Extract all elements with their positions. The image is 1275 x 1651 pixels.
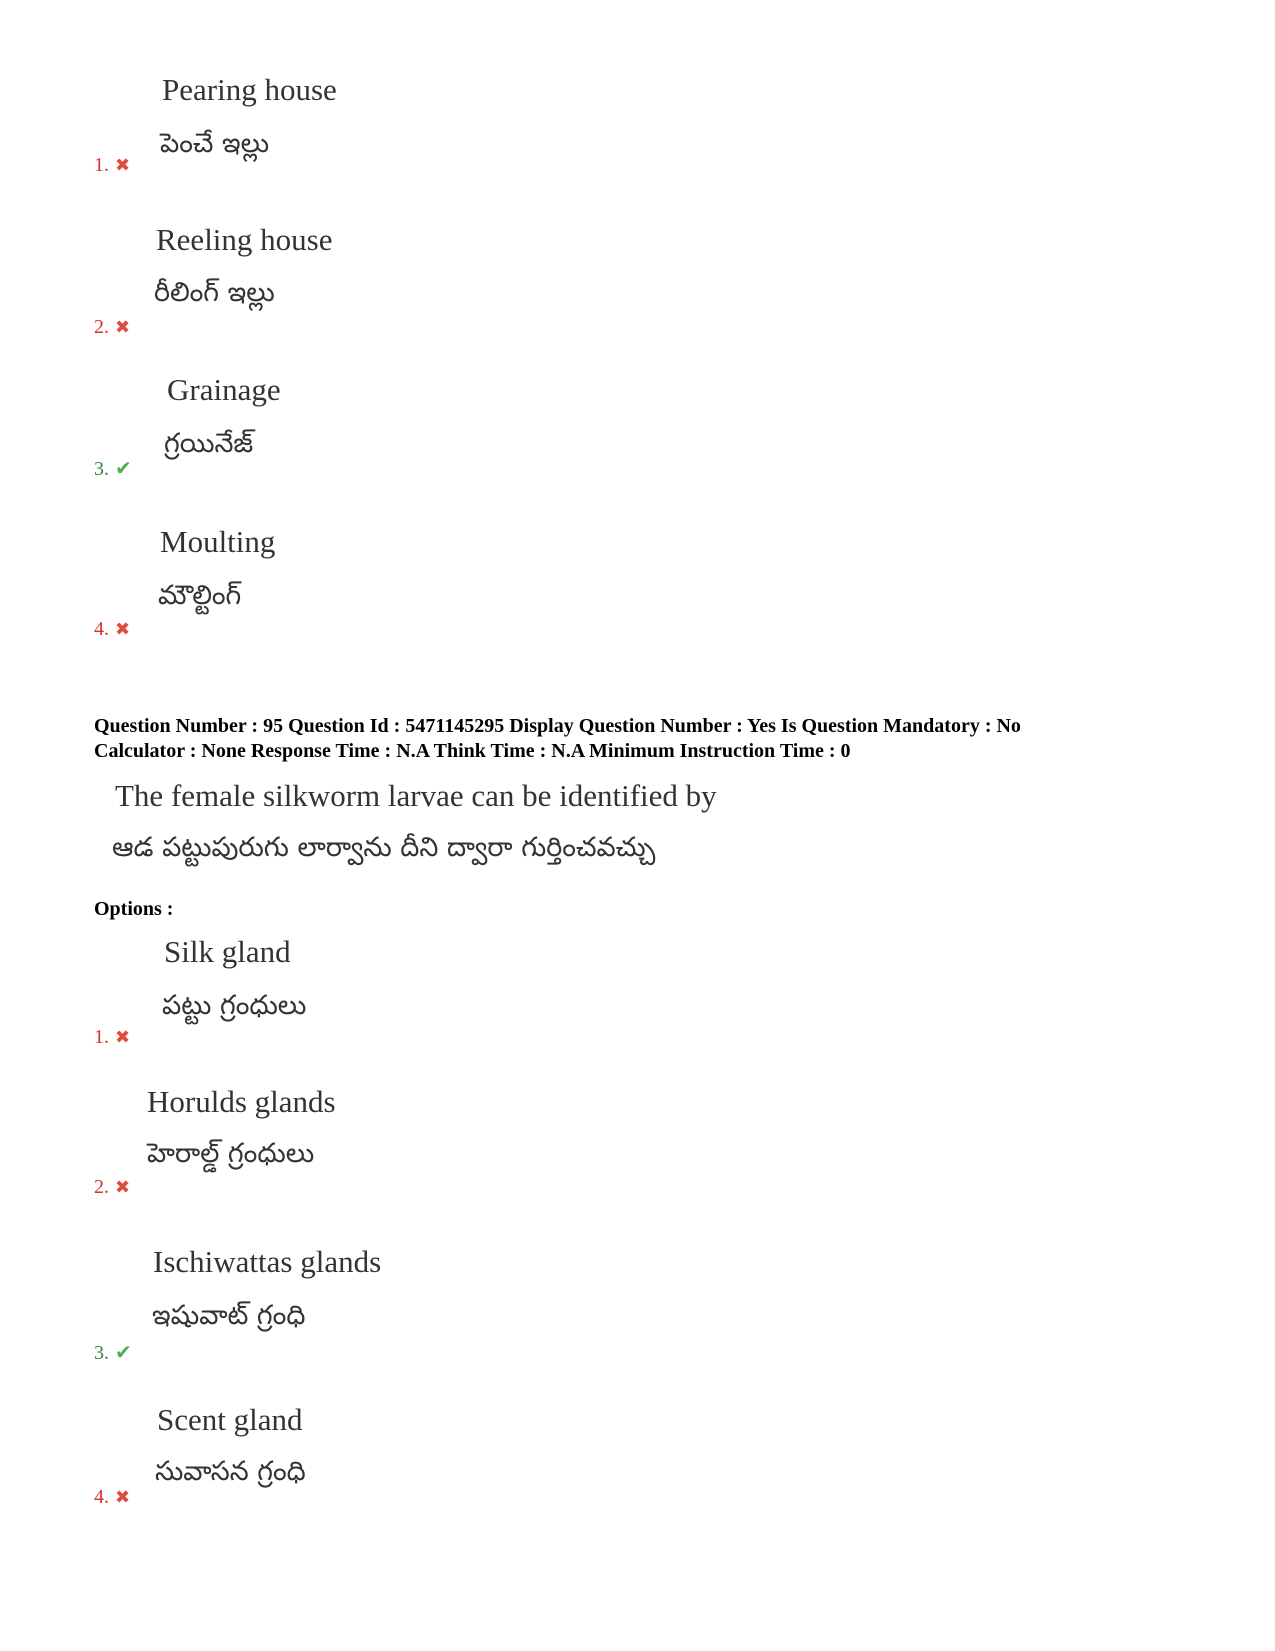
cross-icon: ✖ [115,1177,131,1197]
question-text-te: ఆడ పట్టుపురుగు లార్వాను దీని ద్వారా గుర్తించవచ్చు [112,832,656,863]
question-meta-line: Calculator : None Response Time : N.A Think Time : N.A Minimum Instruction Time : 0 [94,740,851,762]
check-icon: ✔ [115,458,132,480]
option-number: 3. ✔ [94,458,132,480]
cross-icon: ✖ [115,317,131,337]
option-text-te: రీలింగ్ ఇల్లు [154,277,275,308]
option-text-te: హెరాల్డ్ గ్రంధులు [147,1138,315,1169]
option-text-te: గ్రయినేజ్ [164,428,254,459]
option-text-en: Reeling house [156,222,333,257]
option-text-te: పట్టు గ్రంధులు [162,990,307,1021]
check-icon: ✔ [115,1342,132,1364]
option-text-te: పెంచే ఇల్లు [160,128,270,159]
cross-icon: ✖ [115,1027,131,1047]
option-number: 3. ✔ [94,1342,132,1364]
question-meta-line: Question Number : 95 Question Id : 5471145295 Display Question Number : Yes Is Question Mandatory : No [94,715,1021,737]
question-meta [94,714,1244,764]
options-label: Options : [94,898,174,920]
option-text-en: Scent gland [157,1402,303,1437]
option-number: 1. ✖ [94,1026,131,1048]
option-text-en: Horulds glands [147,1084,336,1119]
cross-icon: ✖ [115,155,131,175]
cross-icon: ✖ [115,1487,131,1507]
option-number: 4. ✖ [94,1486,131,1508]
option-number: 4. ✖ [94,618,131,640]
option-text-te: ఇషువాట్ గ్రంధి [152,1300,306,1331]
option-number: 2. ✖ [94,1176,131,1198]
option-text-en: Pearing house [162,72,337,107]
option-text-te: మౌల్టింగ్ [158,580,242,611]
option-number: 2. ✖ [94,316,131,338]
option-text-en: Silk gland [164,934,291,969]
option-text-en: Ischiwattas glands [153,1244,382,1279]
option-text-en: Moulting [160,524,276,559]
option-text-en: Grainage [167,372,281,407]
question-text-en: The female silkworm larvae can be identified by [115,778,717,813]
cross-icon: ✖ [115,619,131,639]
option-text-te: సువాసన గ్రంధి [155,1456,306,1487]
option-number: 1. ✖ [94,154,131,176]
